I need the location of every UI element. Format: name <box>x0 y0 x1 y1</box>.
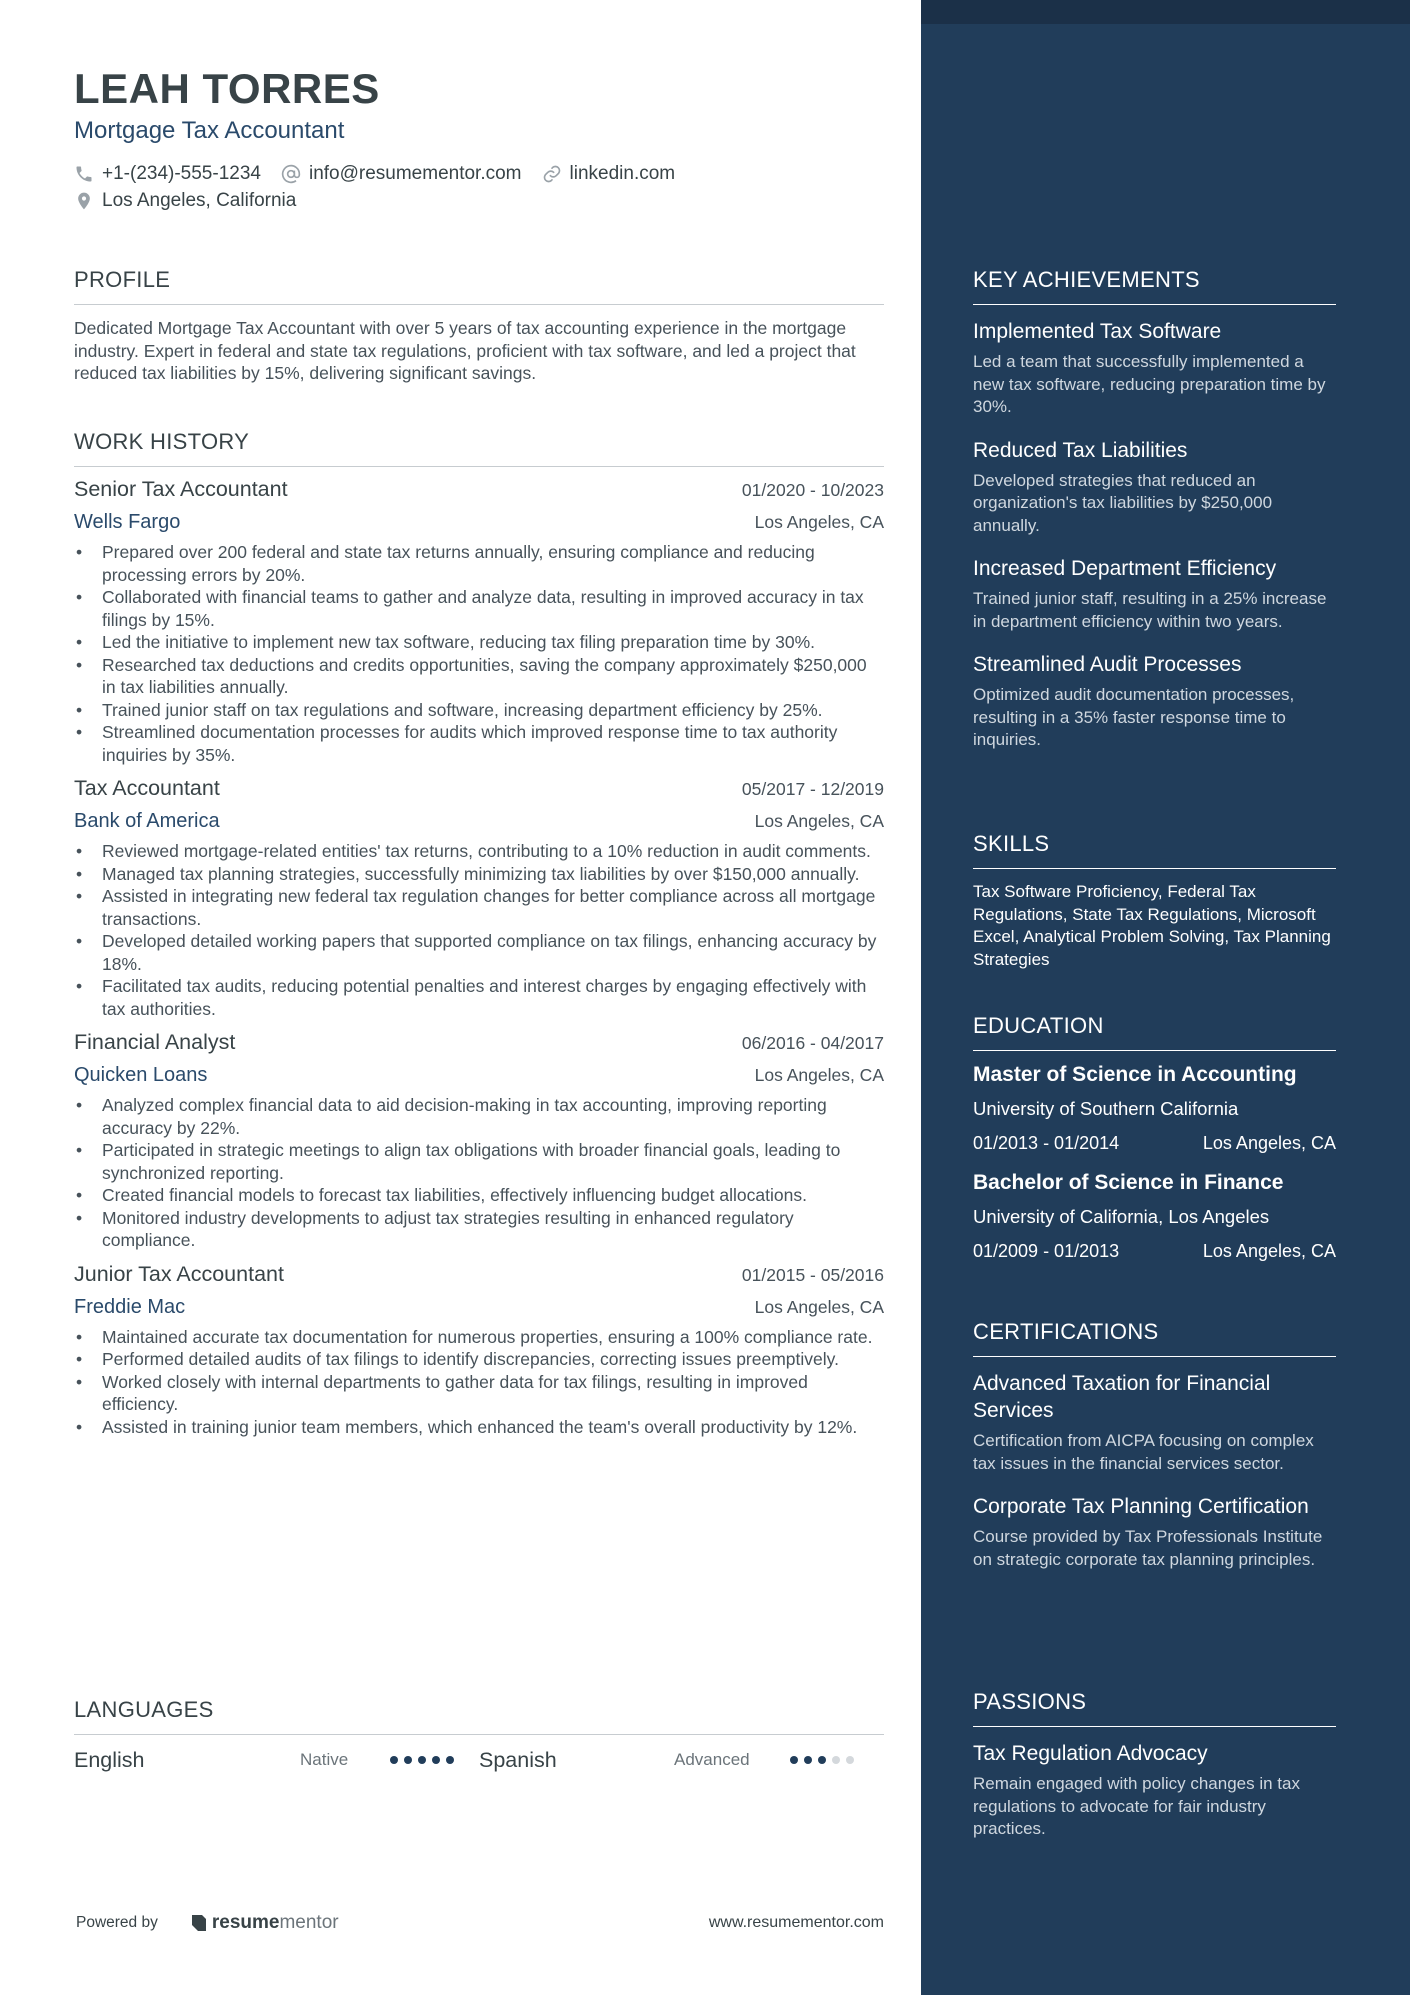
linkedin-item[interactable] <box>542 160 676 187</box>
job-location: Los Angeles, CA <box>754 811 884 831</box>
job-role: Junior Tax Accountant <box>74 1261 284 1286</box>
job-bullet: • Collaborated with financial teams to gather and analyze data, resulting in improved accuracy in tax filings by 15%. <box>74 586 884 631</box>
achievement-title: Implemented Tax Software <box>973 320 1222 343</box>
achievement-description: Developed strategies that reduced an organization's tax liabilities by $250,000 annually. <box>973 470 1273 535</box>
profile-section <box>74 266 884 385</box>
certification-description: Certification from AICPA focusing on complex tax issues in the financial services sector. <box>973 1431 1314 1473</box>
job-bullet: • Managed tax planning strategies, successfully minimizing tax liabilities by over $150,000 annually. <box>74 863 884 886</box>
education-degree: Master of Science in Accounting <box>973 1063 1297 1086</box>
sidebar <box>921 0 1410 1995</box>
rating-dot-filled <box>804 1756 812 1764</box>
contact-info <box>74 160 695 214</box>
job-location: Los Angeles, CA <box>754 512 884 532</box>
rating-dot-filled <box>818 1756 826 1764</box>
job-entry <box>74 477 884 766</box>
achievement-description: Led a team that successfully implemented a new tax software, reducing preparation time by 30%. <box>973 352 1326 416</box>
job-bullet: • Monitored industry developments to adjust tax strategies resulting in enhanced regulatory compliance. <box>74 1207 884 1252</box>
education-dates: 01/2009 - 01/2013 <box>973 1241 1120 1261</box>
job-dates: 01/2015 - 05/2016 <box>741 1264 884 1285</box>
job-bullet: • Prepared over 200 federal and state tax returns annually, ensuring compliance and reducing processing errors by 20%. <box>74 541 884 586</box>
job-list <box>74 477 884 1438</box>
job-subheader <box>74 511 884 541</box>
rating-dot-empty <box>846 1756 854 1764</box>
location-pin-icon <box>74 191 94 211</box>
job-entry <box>74 1262 884 1439</box>
job-bullet: • Analyzed complex financial data to aid decision-making in tax accounting, improving reporting accuracy by 22%. <box>74 1094 884 1139</box>
language-item <box>74 1748 479 1773</box>
certification-description: Course provided by Tax Professionals Institute on strategic corporate tax planning principles. <box>973 1527 1323 1569</box>
job-bullet: • Researched tax deductions and credits opportunities, saving the company approximately $250,000 in tax liabilities annually. <box>74 654 884 699</box>
certifications-section <box>973 1318 1336 1571</box>
brand-name-light: mentor <box>279 1912 339 1933</box>
achievement-description: Optimized audit documentation processes, resulting in a 35% faster response time to inquiries. <box>973 685 1295 749</box>
job-subheader <box>74 810 884 840</box>
certification-item <box>973 1370 1336 1475</box>
skills-section <box>973 830 1336 971</box>
certification-title: Corporate Tax Planning Certification <box>973 1495 1309 1518</box>
job-role: Financial Analyst <box>74 1030 236 1054</box>
job-dates: 06/2016 - 04/2017 <box>741 1033 884 1053</box>
powered-by-label: Powered by <box>76 1914 158 1931</box>
brand-logo[interactable] <box>190 1912 339 1934</box>
job-header <box>74 1262 884 1296</box>
work-history-section <box>74 428 884 1438</box>
brand-name-bold: resume <box>211 1912 280 1933</box>
linkedin-text[interactable]: linkedin.com <box>569 163 676 184</box>
education-item <box>973 1169 1336 1263</box>
job-bullet: • Worked closely with internal departments to gather data for tax filings, resulting in improved efficiency. <box>74 1371 884 1416</box>
job-role: Senior Tax Accountant <box>74 477 288 501</box>
job-bullet: • Assisted in training junior team members, which enhanced the team's overall productivity by 12%. <box>74 1416 884 1439</box>
job-location: Los Angeles, CA <box>754 1296 884 1317</box>
passion-item <box>973 1740 1336 1841</box>
passion-description: Remain engaged with policy changes in tax regulations to advocate for fair industry practices. <box>973 1774 1300 1838</box>
job-company: Bank of America <box>74 810 220 832</box>
certification-list <box>973 1370 1336 1571</box>
achievement-description: Trained junior staff, resulting in a 25% increase in department efficiency within two years. <box>973 589 1327 631</box>
rating-dot-filled <box>446 1756 454 1764</box>
email-item[interactable] <box>281 160 522 187</box>
profile-heading: PROFILE <box>74 266 884 305</box>
education-list <box>973 1061 1336 1263</box>
job-bullet: • Reviewed mortgage-related entities' tax returns, contributing to a 10% reduction in audit comments. <box>74 840 884 863</box>
candidate-name: LEAH TORRES <box>74 65 380 112</box>
job-title: Mortgage Tax Accountant <box>74 117 345 144</box>
languages-section <box>74 1696 884 1785</box>
job-bullets <box>74 1094 884 1252</box>
passion-title: Tax Regulation Advocacy <box>973 1742 1208 1765</box>
job-dates: 05/2017 - 12/2019 <box>741 779 884 799</box>
job-entry <box>74 1030 884 1252</box>
language-level: Native <box>300 1750 349 1769</box>
rating-dot-filled <box>790 1756 798 1764</box>
profile-summary: Dedicated Mortgage Tax Accountant with over 5 years of tax accounting experience in the mortgage industry. Expert in federal and state tax regulations, proficient with tax software, and led a project that reduced tax liabilities by 15%, delivering significant savings. <box>74 318 856 383</box>
rating-dot-empty <box>832 1756 840 1764</box>
job-entry <box>74 776 884 1020</box>
education-section <box>973 1012 1336 1263</box>
job-bullets <box>74 840 884 1020</box>
education-heading: EDUCATION <box>973 1012 1336 1051</box>
job-bullet: • Performed detailed audits of tax filings to identify discrepancies, correcting issues preemptively. <box>74 1348 884 1371</box>
job-bullet: • Facilitated tax audits, reducing potential penalties and interest charges by engaging effectively with tax authorities. <box>74 975 884 1020</box>
sidebar-top-strip <box>921 0 1410 24</box>
achievement-item <box>973 651 1336 752</box>
education-school: University of Southern California <box>973 1098 1239 1119</box>
achievement-item <box>973 555 1336 633</box>
job-location: Los Angeles, CA <box>754 1065 884 1085</box>
job-subheader <box>74 1296 884 1326</box>
language-rating <box>790 1756 854 1764</box>
language-name: English <box>74 1747 145 1772</box>
job-bullet: • Streamlined documentation processes for audits which improved response time to tax authority inquiries by 35%. <box>74 721 884 766</box>
location-item <box>74 187 296 214</box>
languages-heading: LANGUAGES <box>74 1696 884 1735</box>
job-bullets <box>74 1326 884 1439</box>
job-bullet: • Created financial models to forecast tax liabilities, effectively influencing budget allocations. <box>74 1184 884 1207</box>
job-company: Wells Fargo <box>74 511 181 533</box>
education-meta <box>973 1131 1336 1155</box>
achievement-item <box>973 318 1336 419</box>
job-bullet: • Developed detailed working papers that supported compliance on tax filings, enhancing accuracy by 18%. <box>74 930 884 975</box>
rating-dot-filled <box>432 1756 440 1764</box>
education-meta <box>973 1239 1336 1263</box>
language-list <box>74 1735 884 1785</box>
achievement-title: Streamlined Audit Processes <box>973 653 1242 676</box>
location-text: Los Angeles, California <box>102 190 297 211</box>
achievements-heading: KEY ACHIEVEMENTS <box>973 266 1336 305</box>
job-header <box>74 477 884 511</box>
job-bullet: • Participated in strategic meetings to align tax obligations with broader financial goals, leading to synchronized reporting. <box>74 1139 884 1184</box>
certification-title: Advanced Taxation for Financial Services <box>973 1372 1271 1422</box>
job-header <box>74 1030 884 1064</box>
language-rating <box>390 1756 454 1764</box>
at-sign-icon <box>281 164 301 184</box>
education-school: University of California, Los Angeles <box>973 1206 1270 1227</box>
rating-dot-filled <box>390 1756 398 1764</box>
rating-dot-filled <box>418 1756 426 1764</box>
job-header <box>74 776 884 810</box>
job-bullets <box>74 541 884 766</box>
education-dates: 01/2013 - 01/2014 <box>973 1133 1120 1153</box>
certifications-heading: CERTIFICATIONS <box>973 1318 1336 1357</box>
work-history-heading: WORK HISTORY <box>74 428 884 467</box>
achievement-list <box>973 318 1336 752</box>
skills-list: Tax Software Proficiency, Federal Tax Regulations, State Tax Regulations, Microsoft Excel, Analytical Problem Solving, Tax Planning Strategies <box>973 882 1331 969</box>
job-company: Quicken Loans <box>74 1064 208 1086</box>
language-item <box>479 1748 884 1773</box>
education-item <box>973 1061 1336 1155</box>
education-location: Los Angeles, CA <box>1202 1241 1336 1261</box>
certification-item <box>973 1493 1336 1571</box>
job-company: Freddie Mac <box>74 1295 186 1318</box>
achievements-section <box>973 266 1336 752</box>
footer <box>76 1912 884 1934</box>
phone-item <box>74 160 261 187</box>
job-bullet: • Trained junior staff on tax regulations and software, increasing department efficiency by 25%. <box>74 699 884 722</box>
passions-section <box>973 1688 1336 1841</box>
job-subheader <box>74 1064 884 1094</box>
email-text[interactable]: info@resumementor.com <box>308 163 522 184</box>
rating-dot-filled <box>404 1756 412 1764</box>
education-degree: Bachelor of Science in Finance <box>973 1171 1284 1194</box>
job-bullet: • Assisted in integrating new federal tax regulation changes for better compliance across all mortgage transactions. <box>74 885 884 930</box>
language-name: Spanish <box>479 1747 557 1772</box>
education-location: Los Angeles, CA <box>1202 1133 1336 1153</box>
job-role: Tax Accountant <box>74 776 220 800</box>
resumementor-logo-icon <box>190 1913 208 1933</box>
link-icon <box>542 164 562 184</box>
language-level: Advanced <box>674 1750 750 1769</box>
job-bullet: • Maintained accurate tax documentation for numerous properties, ensuring a 100% compliance rate. <box>74 1326 884 1349</box>
phone-icon <box>74 164 94 184</box>
achievement-title: Increased Department Efficiency <box>973 557 1277 580</box>
achievement-item <box>973 437 1336 538</box>
achievement-title: Reduced Tax Liabilities <box>973 438 1188 462</box>
skills-heading: SKILLS <box>973 830 1336 869</box>
passions-heading: PASSIONS <box>973 1688 1336 1727</box>
powered-by <box>76 1912 339 1934</box>
job-dates: 01/2020 - 10/2023 <box>741 480 884 500</box>
job-bullet: • Led the initiative to implement new tax software, reducing tax filing preparation time by 30%. <box>74 631 884 654</box>
passion-list <box>973 1740 1336 1841</box>
footer-website[interactable]: www.resumementor.com <box>708 1914 884 1931</box>
phone-text: +1-(234)-555-1234 <box>102 163 261 184</box>
